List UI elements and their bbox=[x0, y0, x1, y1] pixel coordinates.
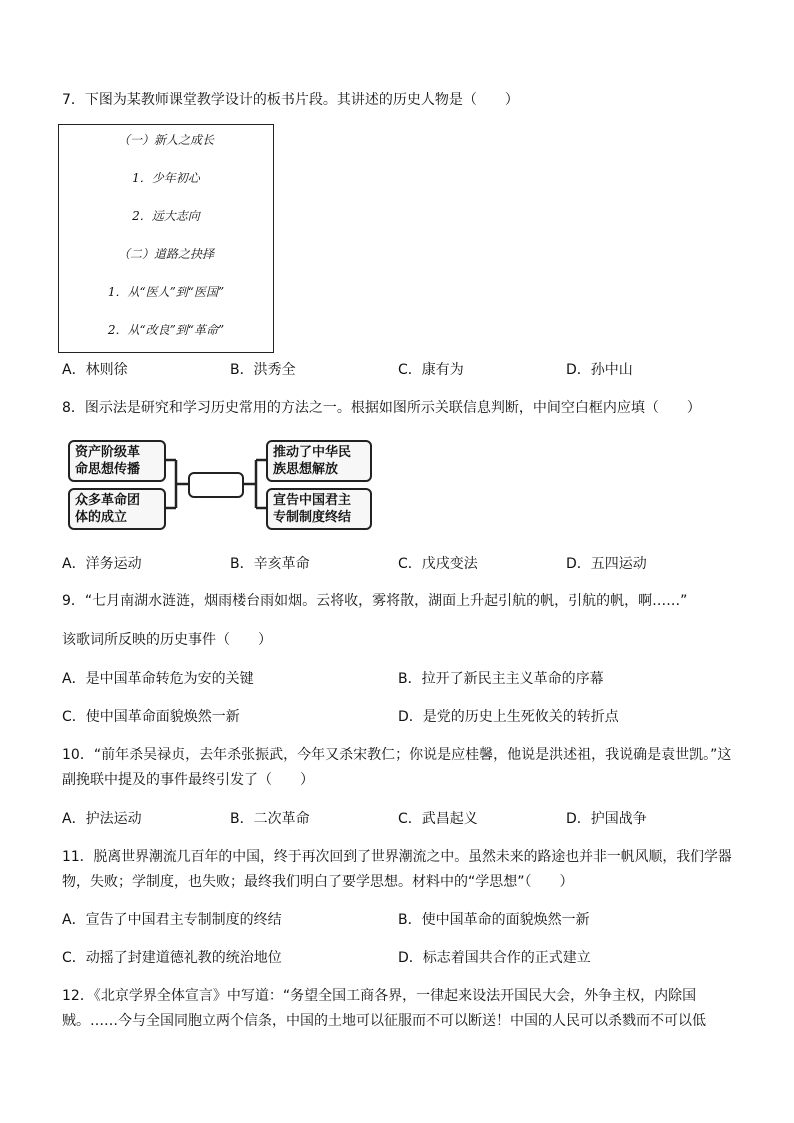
q7-option-a[interactable]: A．林则徐 bbox=[62, 362, 128, 378]
box-text: 命思想传播 bbox=[75, 462, 141, 477]
q9-option-b[interactable]: B．拉开了新民主主义革命的序幕 bbox=[398, 671, 604, 687]
box-text: 体的成立 bbox=[75, 510, 128, 525]
q7-stem: 7．下图为某教师课堂教学设计的板书片段。其讲述的历史人物是（ ） bbox=[62, 92, 519, 108]
box-text: 族思想解放 bbox=[273, 462, 339, 477]
board-line: 1．少年初心 bbox=[132, 171, 200, 185]
q11-option-a[interactable]: A．宣告了中国君主专制制度的终结 bbox=[62, 912, 282, 928]
q12-stem-line2: 贼。……今与全国同胞立两个信条，中国的土地可以征服而不可以断送！中国的人民可以杀戮而不可以低 bbox=[62, 1013, 706, 1029]
q11-option-d[interactable]: D．标志着国共合作的正式建立 bbox=[398, 950, 591, 966]
box-text: 众多革命团 bbox=[75, 493, 141, 508]
q8-diagram bbox=[68, 436, 374, 534]
q8-option-a[interactable]: A．洋务运动 bbox=[62, 556, 142, 572]
q11-stem-line1: 11．脱离世界潮流几百年的中国，终于再次回到了世界潮流之中。虽然未来的路途也并非一帆风顺，我们学器 bbox=[62, 849, 732, 865]
left-top-box bbox=[68, 440, 166, 482]
q9-option-a[interactable]: A．是中国革命转危为安的关键 bbox=[62, 671, 254, 687]
q7-option-c[interactable]: C．康有为 bbox=[398, 362, 464, 378]
q7-option-d[interactable]: D．孙中山 bbox=[566, 362, 633, 378]
q9-option-d[interactable]: D．是党的历史上生死攸关的转折点 bbox=[398, 709, 619, 725]
q11-option-b[interactable]: B．使中国革命的面貌焕然一新 bbox=[398, 912, 590, 928]
q8-option-c[interactable]: C．戊戌变法 bbox=[398, 556, 478, 572]
q9-stem-line2: 该歌词所反映的历史事件（ ） bbox=[62, 632, 272, 648]
q10-option-a[interactable]: A．护法运动 bbox=[62, 811, 142, 827]
q11-option-c[interactable]: C．动摇了封建道德礼教的统治地位 bbox=[62, 950, 282, 966]
q8-stem: 8．图示法是研究和学习历史常用的方法之一。根据如图所示关联信息判断，中间空白框内应填（ ） bbox=[62, 400, 701, 416]
right-top-box bbox=[266, 440, 372, 482]
q8-option-b[interactable]: B．辛亥革命 bbox=[230, 556, 310, 572]
q11-stem-line2: 物，失败；学制度，也失败；最终我们明白了要学思想。材料中的“学思想”（ ） bbox=[62, 874, 574, 890]
box-text: 专制制度终结 bbox=[273, 510, 352, 525]
box-text: 资产阶级革 bbox=[75, 445, 141, 460]
board-line: 2．从“改良”到“革命” bbox=[107, 323, 225, 337]
q10-stem-line2: 副挽联中提及的事件最终引发了（ ） bbox=[62, 772, 314, 788]
board-line: （二）道路之抉择 bbox=[117, 247, 214, 261]
q7-option-b[interactable]: B．洪秀全 bbox=[230, 362, 296, 378]
q10-stem-line1: 10．“前年杀吴禄贞，去年杀张振武，今年又杀宋教仁；你说是应桂馨，他说是洪述祖，我说确是袁世凯。”这 bbox=[62, 747, 732, 763]
q10-option-b[interactable]: B．二次革命 bbox=[230, 811, 310, 827]
q7-blackboard-box bbox=[58, 124, 274, 353]
board-line: （一）新人之成长 bbox=[117, 133, 214, 147]
box-text: 推动了中华民 bbox=[273, 445, 352, 460]
q12-stem-line1: 12．《北京学界全体宣言》中写道：“务望全国工商各界，一律起来设法开国民大会，外争主权，内除国 bbox=[62, 988, 697, 1004]
board-line: 1．从“医人”到“医国” bbox=[107, 285, 225, 299]
q10-option-c[interactable]: C．武昌起义 bbox=[398, 811, 478, 827]
blank-middle-box bbox=[188, 472, 244, 498]
box-text: 宣告中国君主 bbox=[273, 493, 352, 508]
right-bottom-box bbox=[266, 488, 372, 530]
q8-option-d[interactable]: D．五四运动 bbox=[566, 556, 647, 572]
q9-stem-line1: 9．“七月南湖水涟涟，烟雨楼台雨如烟。云将收，雾将散，湖面上升起引航的帆，引航的帆，啊……” bbox=[62, 593, 688, 609]
left-bottom-box bbox=[68, 488, 166, 530]
q9-option-c[interactable]: C．使中国革命面貌焕然一新 bbox=[62, 709, 240, 725]
q10-option-d[interactable]: D．护国战争 bbox=[566, 811, 647, 827]
board-line: 2．远大志向 bbox=[132, 209, 200, 223]
